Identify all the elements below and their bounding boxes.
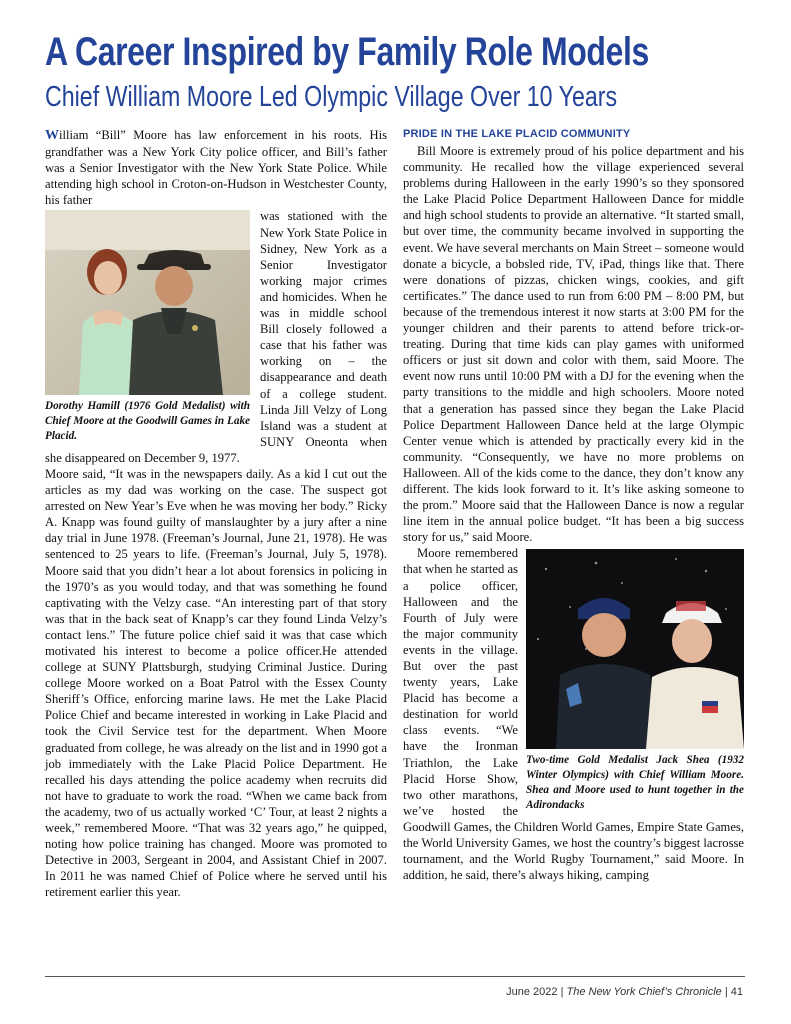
- intro-paragraph: [45, 127, 387, 208]
- page-footer: [506, 986, 743, 998]
- article-subtitle: Chief William Moore Led Olympic Village Over 10 Years: [45, 81, 618, 113]
- wrap-text: was stationed with the New York State Police in Sidney, New York as a Senior Investigator working major crimes and homicides. When he was in middle school Bill closely followed a case that his father was working on – the disappearance and death of a college student. Linda Jill Velzy of Long Island was a student at SUNY Oneonta when she disappeared on December 9, 1977.: [45, 209, 387, 465]
- photo-hamill-moore: [45, 210, 250, 395]
- left-body-paragraph: Moore said, “It was in the newspapers daily. As a kid I cut out the articles as my dad was working on the case. The suspect got arrested on New Year’s Eve when he was moving her body.” Ricky A. Knapp was found guilty of manslaughter by a jury after a nine day trial in June 1978. (Freeman’s Journal, June 21, 1978). He was sentenced to 25 years to life. (Freeman’s Journal, July 5, 1978). Moore said that you didn’t hear a lot about forensics in policing in the 1970’s as you would today, and that was something he found captivating with the Velzy case. “An interesting part of that story was that in the back seat of Knapp’s car they found Linda Velzy’s contact lens.” The future police chief said it was that case which motivated his interest to become a police officer.He attended college at SUNY Plattsburgh, studying Criminal Justice. During college Moore worked on a Boat Patrol with the Essex County Sheriff’s Office, enforcing marine laws. He met the Lake Placid Police Chief and became interested in working in Lake Placid and took the Civil Service test for the department. When Moore graduated from college, he was already on the list and in 1990 got a job immediately with the Lake Placid Police Department. He recalled his days attending the police academy when recruits did not have to graduate to work the road. “When we came back from the academy, two of us actually worked ‘C’ Tour, at least 2 nights a week,” remembered Moore. “That was 32 years ago,” he quipped, noting how police training has changed. Moore was promoted to Detective in 2003, Sergeant in 2004, and Assistant Chief in 2007. In 2011 he was named Chief of Police where he served until his retirement earlier this year.: [45, 466, 387, 900]
- footer-separator: |: [560, 986, 564, 998]
- footer-rule: [45, 976, 745, 977]
- left-column: [45, 127, 387, 901]
- figure-hamill-moore: [45, 210, 250, 444]
- drop-cap: W: [45, 128, 59, 143]
- right-paragraph-2: Moore remembered that when he started as a police officer, Halloween and the Fourth of July were the major community events in the village. But over the past twenty years, Lake Placid has become a destination for world class events. “We have the Ironman Triathlon, the Lake Placid Horse Show, two other marathons, we’ve hosted the Goodwill Games, the Children World Games, Empire State Games, the World University Games, we host the country’s biggest lacrosse tournament, and the World Rugby Tournament,” said Moore. In addition, he said, there’s always hiking, camping: [403, 546, 744, 883]
- footer-publication: The New York Chief’s Chronicle: [566, 986, 722, 998]
- article-title: A Career Inspired by Family Role Models: [45, 30, 649, 74]
- figure-shea-moore: [526, 549, 744, 813]
- photo-caption-left: Dorothy Hamill (1976 Gold Medalist) with Chief Moore at the Goodwill Games in Lake Placid.: [45, 400, 250, 443]
- right-paragraph-1: Bill Moore is extremely proud of his police department and his community. He recalled how the village experienced several problems during Halloween in the early 1990’s so they sponsored the Lake Placid Police Department Halloween Dance for middle and high school students to provide an alternative. “It started small, but over time, the community became involved in supporting the event. We have several merchants on Main Street – someone would donate a bicycle, a bobsled ride, TV, iPad, things like that. There were donations of pizzas, chicken wings, cookies, and gift certificates.” The dance used to run from 6:00 PM – 8:00 PM, but because of the tremendous interest it now starts at 3:00 PM for the younger children and their parents to attend before trick-or-treating. During that time kids can play games with uniformed officers or just sit down and color with them, said Moore. The event now runs until 10:00 PM with a DJ for the evening when the party transitions to the middle and high schoolers. Moore noted that a generation has passed since they began the Lake Placid Police Department Halloween Dance held at the large Olympic Center venue which is attended by practically every kid in the community. “Consequently, we have no more problems on Halloween. All of the kids come to the dance, they don’t know any different. The kids look forward to it. It’s like asking someone to the prom.” Moore said that the Halloween Dance is now a regular line item in the annual police budget. “It has been a big success story for us,” said Moore.: [403, 144, 744, 545]
- footer-date: June 2022: [506, 986, 558, 998]
- section-heading: PRIDE IN THE LAKE PLACID COMMUNITY: [403, 128, 631, 140]
- photo-caption-right: Two-time Gold Medalist Jack Shea (1932 Winter Olympics) with Chief William Moore. Shea and Moore used to hunt together in the Adirondacks: [526, 754, 744, 812]
- intro-text: illiam “Bill” Moore has law enforcement in his roots. His grandfather was a New York City police officer, and Bill’s father was a Senior Investigator with the New York State Police. While attending high school in Croton-on-Hudson in Westchester County, his father: [45, 128, 387, 208]
- photo-shea-moore: [526, 549, 744, 749]
- footer-page-number: | 41: [724, 986, 743, 998]
- right-column: [403, 127, 744, 883]
